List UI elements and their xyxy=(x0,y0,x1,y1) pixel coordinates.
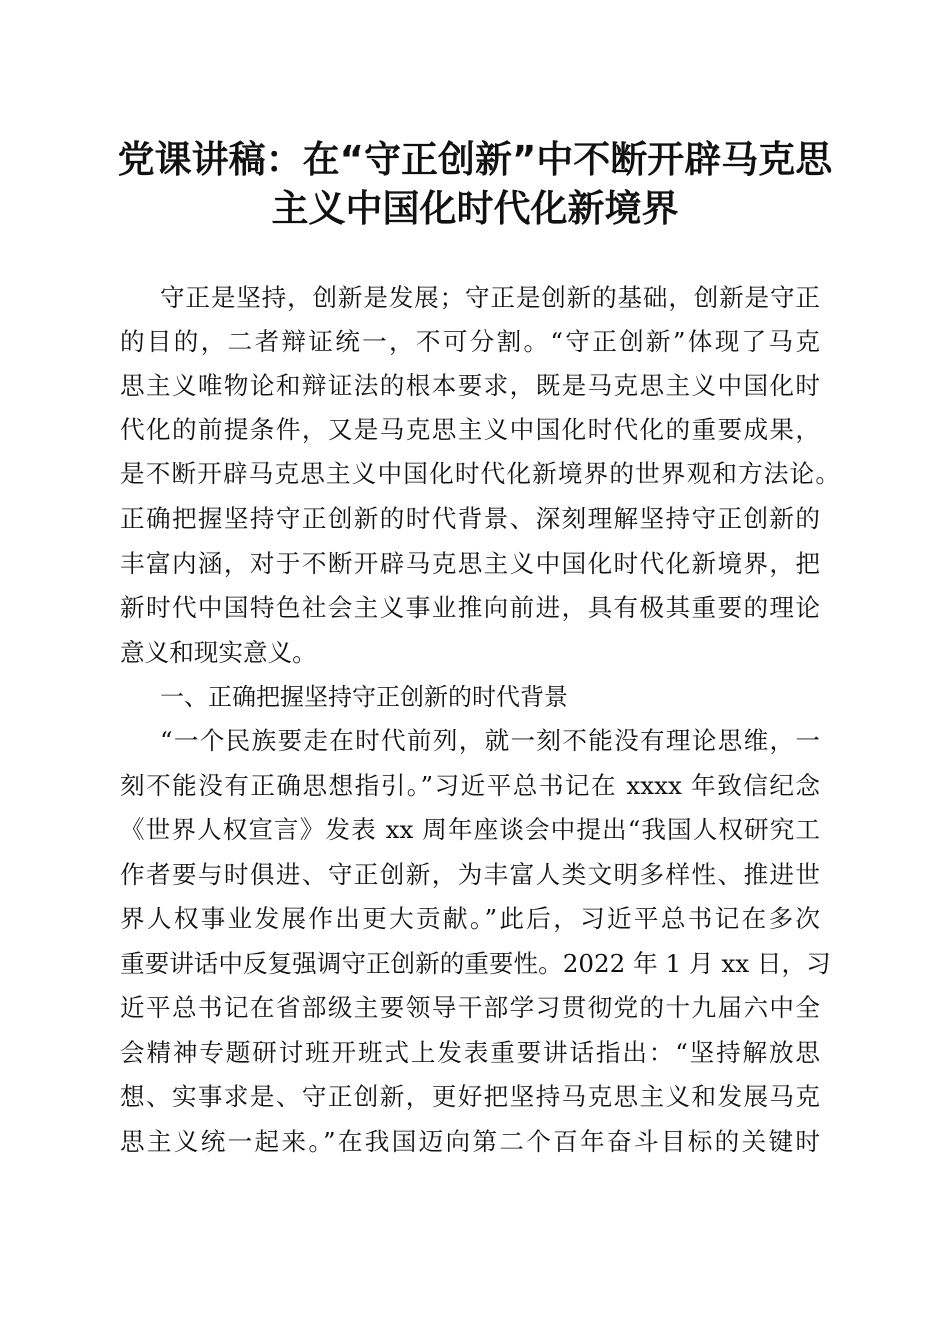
intro-paragraph-line: 思主义唯物论和辩证法的根本要求，既是马克思主义中国化时 xyxy=(120,371,820,400)
section-1-paragraph-line: 会精神专题研讨班开班式上发表重要讲话指出：“坚持解放思 xyxy=(120,1038,820,1067)
section-1-paragraph-line: 《世界人权宣言》发表 xx 周年座谈会中提出“我国人权研究工 xyxy=(120,815,820,844)
section-1-paragraph-line: 思主义统一起来。”在我国迈向第二个百年奋斗目标的关键时 xyxy=(120,1127,820,1156)
intro-paragraph-line: 意义和现实意义。 xyxy=(120,638,317,667)
intro-paragraph-line: 的目的，二者辩证统一，不可分割。“守正创新”体现了马克 xyxy=(120,327,820,356)
section-1-paragraph-line: 想、实事求是、守正创新，更好把坚持马克思主义和发展马克 xyxy=(120,1082,820,1111)
section-1-paragraph-line: 重要讲话中反复强调守正创新的重要性。2022 年 1 月 xx 日，习 xyxy=(120,949,831,978)
document-title-line-1: 党课讲稿：在“守正创新”中不断开辟马克思 xyxy=(117,138,833,181)
intro-paragraph-line: 丰富内涵，对于不断开辟马克思主义中国化时代化新境界，把 xyxy=(120,549,820,578)
section-1-paragraph-line: 界人权事业发展作出更大贡献。”此后，习近平总书记在多次 xyxy=(120,904,820,933)
intro-paragraph-line: 新时代中国特色社会主义事业推向前进，具有极其重要的理论 xyxy=(120,593,820,622)
section-1-paragraph-line: 近平总书记在省部级主要领导干部学习贯彻党的十九届六中全 xyxy=(120,993,820,1022)
intro-paragraph-line: 代化的前提条件，又是马克思主义中国化时代化的重要成果， xyxy=(120,415,820,444)
section-1-paragraph-line: 刻不能没有正确思想指引。”习近平总书记在 xxxx 年致信纪念 xyxy=(120,771,820,800)
section-1-heading: 一、正确把握坚持守正创新的时代背景 xyxy=(160,683,568,711)
intro-paragraph-line: 正确把握坚持守正创新的时代背景、深刻理解坚持守正创新的 xyxy=(120,504,820,533)
section-1-paragraph-line: 作者要与时俱进、守正创新，为丰富人类文明多样性、推进世 xyxy=(120,860,820,889)
intro-paragraph-line: 守正是坚持，创新是发展；守正是创新的基础，创新是守正 xyxy=(160,283,820,312)
intro-paragraph-line: 是不断开辟马克思主义中国化时代化新境界的世界观和方法论。 xyxy=(120,459,840,488)
document-title-line-2: 主义中国化时代化新境界 xyxy=(271,187,679,230)
section-1-paragraph-line: “一个民族要走在时代前列，就一刻不能没有理论思维，一 xyxy=(160,726,820,755)
